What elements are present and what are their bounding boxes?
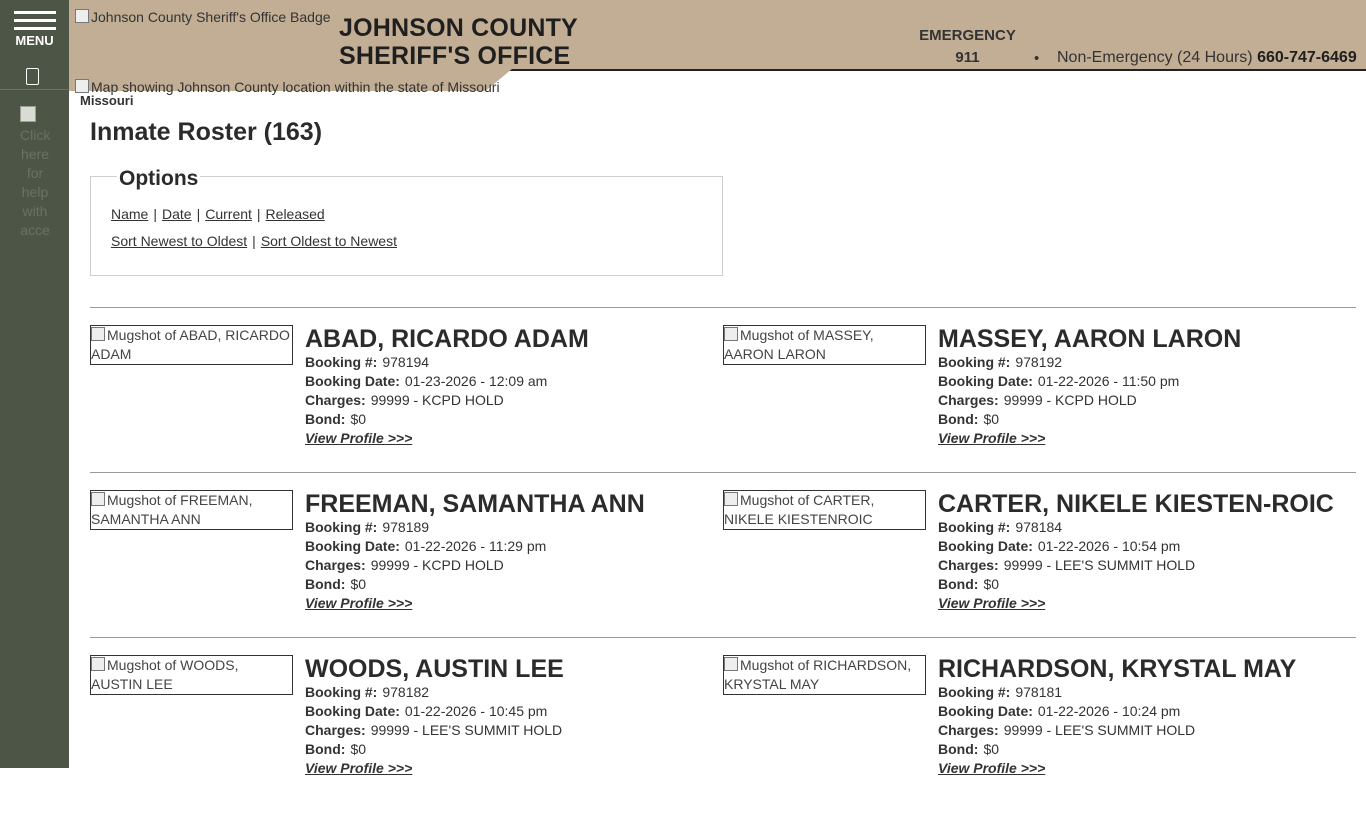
booking-date xyxy=(938,538,1180,554)
booking-date xyxy=(305,373,547,389)
options-legend: Options xyxy=(119,167,199,190)
emergency-label: EMERGENCY xyxy=(919,27,1016,44)
charges xyxy=(938,557,1195,573)
bond xyxy=(938,576,999,592)
filter-current-link[interactable]: Current xyxy=(205,206,252,222)
booking-date-label: Booking Date: xyxy=(305,373,400,389)
accessibility-help-image[interactable] xyxy=(20,106,50,240)
booking-number xyxy=(305,519,429,535)
booking-number-label: Booking #: xyxy=(938,354,1011,370)
charges xyxy=(305,722,562,738)
separator: | xyxy=(196,206,201,222)
inmate-name[interactable]: CARTER, NIKELE KIESTEN-ROIC xyxy=(938,490,1334,518)
booking-date xyxy=(305,538,546,554)
booking-date-value: 01-22-2026 - 11:50 pm xyxy=(1037,373,1180,389)
inmate-name[interactable]: FREEMAN, SAMANTHA ANN xyxy=(305,490,645,518)
filter-links xyxy=(111,206,325,222)
bond xyxy=(938,411,999,427)
bond-value: $0 xyxy=(983,741,1000,757)
bond xyxy=(305,576,366,592)
mugshot-image[interactable] xyxy=(90,325,293,365)
bond-value: $0 xyxy=(983,411,1000,427)
filter-name-link[interactable]: Name xyxy=(111,206,149,222)
bond-value: $0 xyxy=(350,741,367,757)
row-divider xyxy=(90,307,1356,308)
search-icon[interactable] xyxy=(26,68,39,85)
charges xyxy=(305,557,504,573)
charges-value: 99999 - KCPD HOLD xyxy=(370,557,504,573)
mugshot-image[interactable] xyxy=(723,490,926,530)
view-profile-link[interactable]: View Profile >>> xyxy=(938,760,1046,776)
inmate-card xyxy=(723,490,1356,650)
booking-number-label: Booking #: xyxy=(305,684,378,700)
sort-newest-link[interactable]: Sort Newest to Oldest xyxy=(111,233,248,249)
booking-number-label: Booking #: xyxy=(938,684,1011,700)
charges xyxy=(938,392,1137,408)
view-profile-link[interactable]: View Profile >>> xyxy=(938,430,1046,446)
booking-date-value: 01-22-2026 - 10:54 pm xyxy=(1037,538,1181,554)
booking-date xyxy=(305,703,547,719)
non-emergency-number[interactable]: 660-747-6469 xyxy=(1257,49,1357,66)
booking-number-value: 978184 xyxy=(1015,519,1063,535)
booking-number xyxy=(305,684,429,700)
broken-image-icon xyxy=(20,106,36,122)
mugshot-alt: Mugshot of WOODS, AUSTIN LEE xyxy=(91,657,239,692)
mugshot-alt: Mugshot of CARTER, NIKELE KIESTENROIC xyxy=(724,492,875,527)
inmate-name[interactable]: RICHARDSON, KRYSTAL MAY xyxy=(938,655,1297,683)
mugshot-alt: Mugshot of RICHARDSON, KRYSTAL MAY xyxy=(724,657,912,692)
inmate-name[interactable]: ABAD, RICARDO ADAM xyxy=(305,325,589,353)
mugshot-alt: Mugshot of ABAD, RICARDO ADAM xyxy=(91,327,290,362)
view-profile-link[interactable]: View Profile >>> xyxy=(305,595,413,611)
booking-number-value: 978181 xyxy=(1015,684,1063,700)
mugshot-image[interactable] xyxy=(90,655,293,695)
booking-date xyxy=(938,703,1180,719)
charges-label: Charges: xyxy=(938,722,999,738)
sheriff-badge-image[interactable] xyxy=(75,9,331,25)
bond xyxy=(305,741,366,757)
inmate-name[interactable]: MASSEY, AARON LARON xyxy=(938,325,1242,353)
separator: | xyxy=(256,206,261,222)
sort-links xyxy=(111,233,397,249)
county-map-alt: Map showing Johnson County location within the state of Missouri xyxy=(91,79,500,95)
bond-value: $0 xyxy=(350,576,367,592)
bond-label: Bond: xyxy=(938,576,979,592)
booking-number-value: 978189 xyxy=(382,519,430,535)
bond-label: Bond: xyxy=(305,576,346,592)
inmate-card xyxy=(90,490,723,650)
bond-label: Bond: xyxy=(305,411,346,427)
view-profile-link[interactable]: View Profile >>> xyxy=(305,430,413,446)
booking-number-label: Booking #: xyxy=(305,519,378,535)
booking-number xyxy=(938,684,1062,700)
bond-value: $0 xyxy=(983,576,1000,592)
site-title[interactable]: JOHNSON COUNTY SHERIFF'S OFFICE xyxy=(339,14,578,70)
booking-date-label: Booking Date: xyxy=(938,703,1033,719)
charges-label: Charges: xyxy=(305,722,366,738)
view-profile-link[interactable]: View Profile >>> xyxy=(938,595,1046,611)
booking-date-value: 01-22-2026 - 10:24 pm xyxy=(1037,703,1181,719)
bond-label: Bond: xyxy=(938,741,979,757)
bond-label: Bond: xyxy=(305,741,346,757)
emergency-number[interactable]: 911 xyxy=(955,49,980,66)
filter-date-link[interactable]: Date xyxy=(162,206,192,222)
sort-oldest-link[interactable]: Sort Oldest to Newest xyxy=(260,233,397,249)
charges-label: Charges: xyxy=(305,557,366,573)
inmate-card xyxy=(90,325,723,485)
menu-button[interactable] xyxy=(0,0,69,90)
booking-number xyxy=(305,354,429,370)
hamburger-icon xyxy=(14,11,56,35)
booking-date-label: Booking Date: xyxy=(938,538,1033,554)
booking-number-value: 978182 xyxy=(382,684,430,700)
bond xyxy=(305,411,366,427)
separator: | xyxy=(252,233,256,249)
mugshot-alt: Mugshot of FREEMAN, SAMANTHA ANN xyxy=(91,492,253,527)
view-profile-link[interactable]: View Profile >>> xyxy=(305,760,413,776)
county-map-image xyxy=(75,79,500,95)
mugshot-alt: Mugshot of MASSEY, AARON LARON xyxy=(724,327,874,362)
accessibility-help-alt: Click here for help with acce xyxy=(20,127,51,238)
booking-date-label: Booking Date: xyxy=(938,373,1033,389)
booking-number xyxy=(938,354,1062,370)
mugshot-image[interactable] xyxy=(723,655,926,695)
non-emergency-label: Non-Emergency (24 Hours) xyxy=(1057,49,1253,66)
booking-date-label: Booking Date: xyxy=(305,538,400,554)
charges-value: 99999 - LEE'S SUMMIT HOLD xyxy=(1003,557,1196,573)
page-title: Inmate Roster (163) xyxy=(90,118,323,146)
mugshot-image[interactable] xyxy=(90,490,293,530)
booking-number-value: 978194 xyxy=(382,354,430,370)
mugshot-image[interactable] xyxy=(723,325,926,365)
booking-date-value: 01-22-2026 - 10:45 pm xyxy=(404,703,548,719)
header-bullet: • xyxy=(1034,50,1040,67)
inmate-card xyxy=(723,655,1356,815)
inmate-card xyxy=(723,325,1356,485)
booking-date xyxy=(938,373,1179,389)
charges xyxy=(305,392,504,408)
filter-released-link[interactable]: Released xyxy=(265,206,325,222)
booking-date-value: 01-23-2026 - 12:09 am xyxy=(404,373,548,389)
inmate-name[interactable]: WOODS, AUSTIN LEE xyxy=(305,655,564,683)
charges-label: Charges: xyxy=(305,392,366,408)
charges-label: Charges: xyxy=(938,392,999,408)
charges-label: Charges: xyxy=(938,557,999,573)
bond-label: Bond: xyxy=(938,411,979,427)
charges xyxy=(938,722,1195,738)
charges-value: 99999 - KCPD HOLD xyxy=(370,392,504,408)
left-sidebar xyxy=(0,0,69,768)
booking-number-label: Booking #: xyxy=(305,354,378,370)
bond xyxy=(938,741,999,757)
charges-value: 99999 - KCPD HOLD xyxy=(1003,392,1137,408)
booking-number-label: Booking #: xyxy=(938,519,1011,535)
booking-number xyxy=(938,519,1062,535)
state-label: Missouri xyxy=(80,93,134,108)
options-fieldset xyxy=(90,176,723,276)
charges-value: 99999 - LEE'S SUMMIT HOLD xyxy=(370,722,563,738)
non-emergency-info xyxy=(1057,49,1357,67)
booking-number-value: 978192 xyxy=(1015,354,1063,370)
bond-value: $0 xyxy=(350,411,367,427)
menu-label: MENU xyxy=(15,33,54,48)
sheriff-badge-alt: Johnson County Sheriff's Office Badge xyxy=(91,9,331,25)
charges-value: 99999 - LEE'S SUMMIT HOLD xyxy=(1003,722,1196,738)
inmate-card xyxy=(90,655,723,815)
separator: | xyxy=(153,206,157,222)
booking-date-value: 01-22-2026 - 11:29 pm xyxy=(404,538,547,554)
booking-date-label: Booking Date: xyxy=(305,703,400,719)
